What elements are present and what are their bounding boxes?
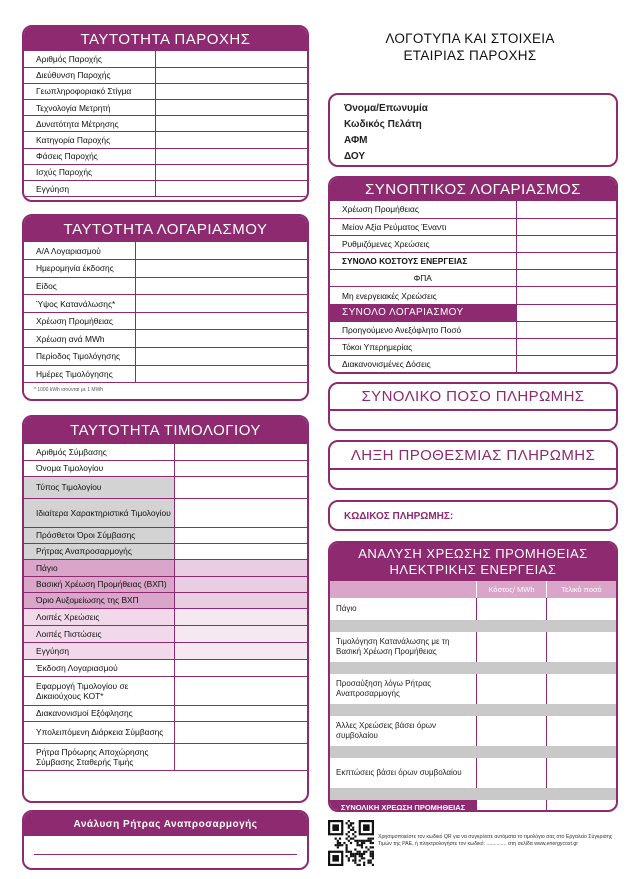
row-value [135, 260, 307, 278]
row-value [516, 356, 616, 373]
tariff-row [24, 743, 307, 770]
row-label: Λοιπές Χρεώσεις [24, 608, 174, 625]
row-label: Όριο Αυξομείωσης της ΒΧΠ [24, 592, 174, 608]
row-value [174, 592, 307, 608]
row-value [174, 527, 307, 543]
summary-title: ΣΥΝΟΠΤΙΚΟΣ ΛΟΓΑΡΙΑΣΜΟΣ [330, 178, 616, 201]
row-value [516, 321, 616, 338]
summary-row [330, 218, 616, 235]
adjustment-title: Ανάλυση Ρήτρας Αναπροσαρμογής [24, 812, 307, 836]
row-value [516, 218, 616, 235]
row-value [135, 295, 307, 313]
total-payment-card [328, 382, 618, 431]
customer-line: Κωδικός Πελάτη [344, 119, 422, 130]
row-label: Χρέωση Προμήθειας [24, 312, 135, 330]
row-value [516, 201, 616, 218]
row-value [174, 705, 307, 721]
account-note: * 1000 kWh ισούνται με 1 MWh [34, 387, 104, 394]
row-value [155, 51, 307, 67]
analysis-row-amount [546, 598, 616, 620]
tariff-row [24, 527, 307, 543]
row-label: Ρυθμιζόμενες Χρεώσεις [330, 235, 516, 252]
row-label: Ρήτρας Αναπροσαρμογής [24, 543, 174, 559]
row-label: Ρήτρα Πρόωρης Αποχώρησης Σύμβασης Σταθερής Τιμής [24, 743, 174, 770]
analysis-col-cost: Κόστος/ MWh [476, 581, 546, 598]
analysis-row-amount [546, 716, 616, 746]
provision-row [24, 83, 307, 99]
account-row [24, 295, 307, 313]
row-value [516, 304, 616, 321]
provision-row [24, 132, 307, 148]
customer-line: Όνομα/Επωνυμία [344, 103, 428, 114]
analysis-row [330, 758, 616, 788]
row-label: Μη ενεργειακές Χρεώσεις [330, 287, 516, 304]
row-value [155, 181, 307, 197]
row-value [135, 365, 307, 383]
row-label: Δυνατότητα Μέτρησης [24, 116, 155, 132]
row-label: Φάσεις Παροχής [24, 148, 155, 164]
analysis-total-cost [476, 800, 546, 812]
analysis-row-label: Εκπτώσεις βάσει όρων συμβολαίου [336, 768, 462, 777]
account-row [24, 365, 307, 383]
tariff-row [24, 659, 307, 676]
row-value [516, 287, 616, 304]
analysis-col-total: Τελικό ποσό [546, 581, 616, 598]
tariff-row [24, 559, 307, 576]
row-value [174, 608, 307, 625]
row-value [135, 312, 307, 330]
tariff-row [24, 543, 307, 559]
row-value [135, 330, 307, 348]
summary-row [330, 339, 616, 356]
summary-row [330, 304, 616, 321]
analysis-row [330, 632, 616, 662]
row-label: Τύπος Τιμολογίου [24, 476, 174, 498]
row-label: Διεύθυνση Παροχής [24, 67, 155, 83]
row-value [174, 543, 307, 559]
analysis-row-cost [476, 758, 546, 788]
summary-row [330, 321, 616, 338]
row-value [155, 67, 307, 83]
analysis-total-amount [546, 800, 616, 812]
row-label: Τόκοι Υπερημερίας [330, 339, 516, 356]
analysis-row-amount [546, 674, 616, 704]
analysis-total-row [330, 800, 616, 812]
row-value [516, 253, 616, 270]
customer-card [328, 93, 618, 167]
tariff-row [24, 625, 307, 642]
customer-line: ΑΦΜ [344, 135, 368, 146]
row-label: Εγγύηση [24, 642, 174, 659]
row-label: Βασική Χρέωση Προμήθειας (ΒΧΠ) [24, 576, 174, 592]
row-value [174, 659, 307, 676]
account-row [24, 312, 307, 330]
row-value [174, 625, 307, 642]
row-label: Ιδιαίτερα Χαρακτηριστικά Τιμολογίου [24, 498, 174, 527]
account-row [24, 330, 307, 348]
account-title: ΤΑΥΤΟΤΗΤΑ ΛΟΓΑΡΙΑΣΜΟΥ [24, 216, 307, 242]
row-label: Τεχνολογία Μετρητή [24, 100, 155, 116]
qr-code-icon [328, 820, 374, 866]
analysis-separator [330, 662, 616, 674]
row-label: Προηγούμενο Ανεξόφλητο Ποσό [330, 321, 516, 338]
summary-row [330, 287, 616, 304]
total-payment-title: ΣΥΝΟΛΙΚΟ ΠΟΣΟ ΠΛΗΡΩΜΗΣ [330, 384, 616, 411]
row-label: Μείον Αξία Ρεύματος Έναντι [330, 218, 516, 235]
analysis-row-cost [476, 674, 546, 704]
row-value [174, 559, 307, 576]
row-value [135, 348, 307, 366]
provision-row [24, 51, 307, 67]
analysis-row-label: Πάγιο [336, 604, 357, 613]
deadline-card [328, 440, 618, 490]
provision-table [24, 51, 307, 197]
row-label: Γεωπληροφοριακό Στίγμα [24, 83, 155, 99]
row-label: Ισχύς Παροχής [24, 164, 155, 180]
tariff-row [24, 721, 307, 743]
row-label: Αριθμός Σύμβασης [24, 444, 174, 460]
row-value [516, 270, 616, 287]
row-value [174, 721, 307, 743]
payment-code-label: ΚΩΔΙΚΟΣ ΠΛΗΡΩΜΗΣ: [344, 511, 454, 522]
tariff-row [24, 498, 307, 527]
row-value [516, 235, 616, 252]
summary-row [330, 253, 616, 270]
analysis-row-cost [476, 632, 546, 662]
row-value [174, 444, 307, 460]
row-label: Πάγιο [24, 559, 174, 576]
analysis-card [328, 541, 618, 812]
adjustment-line [34, 854, 297, 855]
row-label: Υπολειπόμενη Διάρκεια Σύμβασης [24, 721, 174, 743]
row-label: Είδος [24, 277, 135, 295]
row-label: Α/Α Λογαριασμού [24, 242, 135, 260]
analysis-separator [330, 620, 616, 632]
row-label: Διακανονισμένες Δόσεις [330, 356, 516, 373]
analysis-title-line2: ΗΛΕΚΤΡΙΚΗΣ ΕΝΕΡΓΕΙΑΣ [389, 562, 557, 577]
account-row [24, 348, 307, 366]
row-label: Χρέωση ανά MWh [24, 330, 135, 348]
tariff-table [24, 444, 307, 771]
row-label: Εφαρμογή Τιμολογίου σε Δικαιούχους ΚΟΤ* [24, 676, 174, 705]
tariff-row [24, 676, 307, 705]
analysis-body [330, 581, 616, 812]
provision-title: ΤΑΥΤΟΤΗΤΑ ΠΑΡΟΧΗΣ [24, 27, 307, 51]
analysis-separator [330, 704, 616, 716]
customer-lines [344, 101, 616, 165]
row-label: Έκδοση Λογαριασμού [24, 659, 174, 676]
row-value [174, 576, 307, 592]
row-value [174, 642, 307, 659]
footer-text: Χρησιμοποιείστε τον κωδικό QR για να συγκρίνετε αυτόματα το τιμολόγιο σας στο Εργαλείο Σύγκρισης Τιμών της ΡΑΕ, ή πληκτρολογήστε τον κωδικό: .............. στη σελίδα www.energycost.gr [378, 834, 613, 847]
tariff-row [24, 444, 307, 460]
row-value [174, 676, 307, 705]
payment-code-card [328, 500, 618, 531]
row-value [174, 476, 307, 498]
tariff-row [24, 576, 307, 592]
analysis-row-label: Προσαύξηση λόγω Ρήτρας Αναπροσαρμογής [336, 679, 432, 698]
row-value [174, 460, 307, 476]
deadline-title: ΛΗΞΗ ΠΡΟΘΕΣΜΙΑΣ ΠΛΗΡΩΜΗΣ [330, 442, 616, 470]
account-table [24, 242, 307, 383]
tariff-row [24, 642, 307, 659]
supplier-title-line1: ΛΟΓΟΤΥΠΑ ΚΑΙ ΣΤΟΙΧΕΙΑ [385, 31, 555, 46]
provision-row [24, 164, 307, 180]
provision-row [24, 148, 307, 164]
row-label: Εγγύηση [24, 181, 155, 197]
tariff-row [24, 476, 307, 498]
row-label: Κατηγορία Παροχής [24, 132, 155, 148]
row-label: Πρόσθετοι Όροι Σύμβασης [24, 527, 174, 543]
provision-row [24, 181, 307, 197]
account-row [24, 277, 307, 295]
summary-row [330, 356, 616, 373]
row-label: Διακανονισμοί Εξόφλησης [24, 705, 174, 721]
row-value [155, 164, 307, 180]
provision-row [24, 116, 307, 132]
analysis-total-label: ΣΥΝΟΛΙΚΗ ΧΡΕΩΣΗ ΠΡΟΜΗΘΕΙΑΣ [330, 800, 476, 812]
analysis-row [330, 674, 616, 704]
summary-row [330, 235, 616, 252]
tariff-card [22, 415, 309, 803]
tariff-row [24, 705, 307, 721]
row-label: ΣΥΝΟΛΟ ΛΟΓΑΡΙΑΣΜΟΥ [330, 304, 516, 321]
supplier-title [330, 30, 610, 64]
row-label: Λοιπές Πιστώσεις [24, 625, 174, 642]
row-label: Αριθμός Παροχής [24, 51, 155, 67]
analysis-row-label: Τιμολόγηση Κατανάλωσης με τη Βασική Χρέωση Προμήθειας [336, 637, 450, 656]
analysis-separator [330, 788, 616, 800]
summary-card [328, 176, 618, 374]
adjustment-card [22, 810, 309, 870]
account-row [24, 242, 307, 260]
analysis-row [330, 716, 616, 746]
summary-table [330, 201, 616, 373]
row-value [155, 116, 307, 132]
row-label: ΣΥΝΟΛΟ ΚΟΣΤΟΥΣ ΕΝΕΡΓΕΙΑΣ [330, 253, 516, 270]
analysis-col-header [330, 581, 616, 598]
supplier-title-line2: ΕΤΑΙΡΙΑΣ ΠΑΡΟΧΗΣ [403, 48, 537, 63]
analysis-row-cost [476, 716, 546, 746]
account-row [24, 260, 307, 278]
row-value [135, 242, 307, 260]
row-value [155, 100, 307, 116]
row-label: Χρέωση Προμήθειας [330, 201, 516, 218]
row-label: Όνομα Τιμολογίου [24, 460, 174, 476]
analysis-row-label: Άλλες Χρεώσεις βάσει όρων συμβολαίου [336, 721, 437, 740]
provision-card [22, 25, 309, 202]
account-card [22, 214, 309, 401]
summary-row [330, 270, 616, 287]
tariff-row [24, 608, 307, 625]
row-value [174, 743, 307, 770]
analysis-row-amount [546, 632, 616, 662]
row-label: Ημέρες Τιμολόγησης [24, 365, 135, 383]
tariff-title: ΤΑΥΤΟΤΗΤΑ ΤΙΜΟΛΟΓΙΟΥ [24, 417, 307, 444]
analysis-row-cost [476, 598, 546, 620]
row-label: Περίοδος Τιμολόγησης [24, 348, 135, 366]
analysis-separator [330, 746, 616, 758]
tariff-row [24, 592, 307, 608]
row-value [516, 339, 616, 356]
analysis-title [330, 543, 616, 581]
row-value [155, 132, 307, 148]
analysis-col-blank [330, 581, 476, 598]
row-value [174, 498, 307, 527]
row-value [155, 83, 307, 99]
customer-line: ΔΟΥ [344, 151, 366, 162]
row-value [135, 277, 307, 295]
row-label: Ύψος Κατανάλωσης* [24, 295, 135, 313]
row-label: Ημερομηνία έκδοσης [24, 260, 135, 278]
provision-row [24, 67, 307, 83]
row-label: ΦΠΑ [330, 270, 516, 287]
analysis-row-amount [546, 758, 616, 788]
tariff-row [24, 460, 307, 476]
provision-row [24, 100, 307, 116]
summary-row [330, 201, 616, 218]
analysis-row [330, 598, 616, 620]
analysis-title-line1: ΑΝΑΛΥΣΗ ΧΡΕΩΣΗΣ ΠΡΟΜΗΘΕΙΑΣ [358, 546, 588, 561]
row-value [155, 148, 307, 164]
